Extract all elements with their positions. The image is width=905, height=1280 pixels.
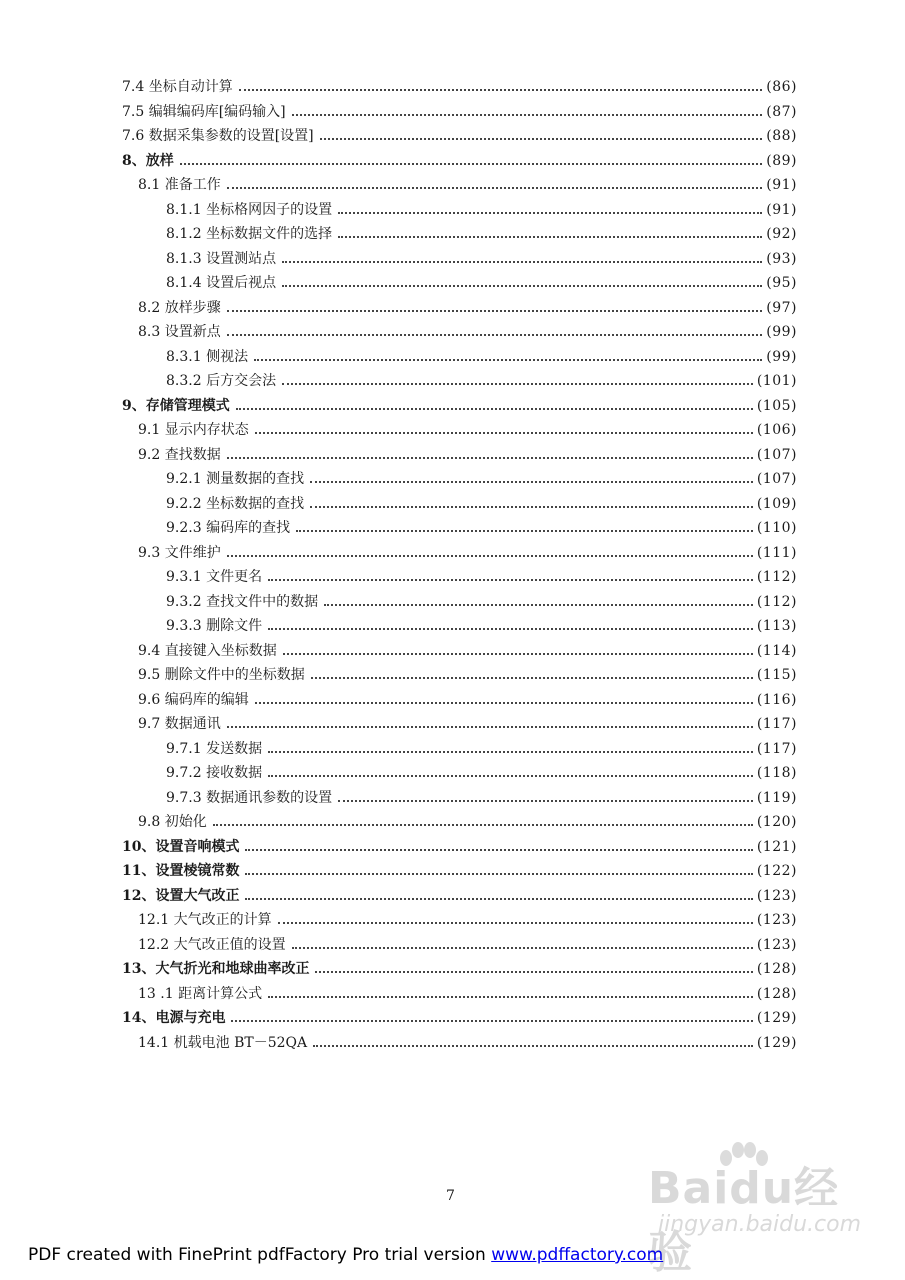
dot-leader <box>268 628 753 630</box>
toc-entry <box>166 464 797 488</box>
toc-entry-page: (123) <box>756 888 797 904</box>
dot-leader <box>292 947 753 949</box>
toc-entry-title: 9.8 初始化 <box>138 814 207 830</box>
toc-entry <box>138 538 797 562</box>
dot-leader <box>310 481 753 483</box>
toc-entry <box>138 170 797 194</box>
toc-entry-page: (97) <box>766 300 797 316</box>
toc-entry-title: 8.1.3 设置测站点 <box>166 251 277 267</box>
toc-entry <box>122 832 797 856</box>
toc-entry-page: (89) <box>766 153 797 169</box>
toc-entry-page: (110) <box>756 520 797 536</box>
toc-entry-title: 9.1 显示内存状态 <box>138 422 249 438</box>
dot-leader <box>236 408 753 410</box>
toc-entry-title: 9.6 编码库的编辑 <box>138 692 249 708</box>
toc-entry <box>166 244 797 268</box>
page-number: 7 <box>446 1188 455 1204</box>
toc-entry <box>138 415 797 439</box>
toc-entry-page: (93) <box>766 251 797 267</box>
dot-leader <box>254 359 762 361</box>
dot-leader <box>268 579 753 581</box>
toc-entry <box>138 660 797 684</box>
toc-entry <box>122 97 797 121</box>
toc-entry-page: (128) <box>756 961 797 977</box>
toc-entry-page: (121) <box>756 839 797 855</box>
dot-leader <box>227 457 753 459</box>
toc-entry <box>122 954 797 978</box>
dot-leader <box>338 212 762 214</box>
toc-entry-page: (118) <box>756 765 797 781</box>
toc-entry <box>122 856 797 880</box>
toc-entry-page: (120) <box>756 814 797 830</box>
dot-leader <box>245 898 752 900</box>
dot-leader <box>282 285 762 287</box>
toc-entry-title: 8.1.1 坐标格网因子的设置 <box>166 202 333 218</box>
toc-entry <box>122 881 797 905</box>
toc-entry <box>166 219 797 243</box>
toc-entry <box>122 72 797 96</box>
toc-entry-page: (117) <box>756 716 797 732</box>
toc-entry-page: (86) <box>766 79 797 95</box>
toc-entry-page: (87) <box>766 104 797 120</box>
toc-entry-page: (128) <box>756 986 797 1002</box>
toc-entry <box>138 709 797 733</box>
toc-entry <box>138 317 797 341</box>
toc-entry <box>166 195 797 219</box>
toc-entry-page: (112) <box>756 594 797 610</box>
dot-leader <box>310 506 753 508</box>
toc-entry-title: 7.5 编辑编码库[编码输入] <box>122 104 286 120</box>
toc-entry-page: (99) <box>766 324 797 340</box>
toc-entry-title: 9.2.1 测量数据的查找 <box>166 471 305 487</box>
toc-entry-title: 8、放样 <box>122 153 174 169</box>
dot-leader <box>292 114 763 116</box>
toc-entry-title: 9.3.2 查找文件中的数据 <box>166 594 319 610</box>
dot-leader <box>313 1045 753 1047</box>
toc-entry-page: (99) <box>766 349 797 365</box>
dot-leader <box>227 334 763 336</box>
toc-entry <box>166 587 797 611</box>
toc-entry-page: (114) <box>756 643 797 659</box>
toc-entry-page: (92) <box>766 226 797 242</box>
toc-entry <box>166 611 797 635</box>
toc-entry-title: 8.3 设置新点 <box>138 324 221 340</box>
dot-leader <box>315 971 752 973</box>
toc-entry-title: 9.3.3 删除文件 <box>166 618 263 634</box>
toc-entry-page: (129) <box>756 1035 797 1051</box>
dot-leader <box>278 922 753 924</box>
toc-entry <box>166 783 797 807</box>
toc-entry-page: (95) <box>766 275 797 291</box>
toc-entry-title: 13、大气折光和地球曲率改正 <box>122 961 310 977</box>
toc-entry-title: 9.7.1 发送数据 <box>166 741 263 757</box>
dot-leader <box>311 677 753 679</box>
dot-leader <box>227 726 753 728</box>
toc-entry-page: (105) <box>756 398 797 414</box>
toc-entry <box>138 685 797 709</box>
watermark-url: jingyan.baidu.com <box>658 1212 862 1237</box>
dot-leader <box>296 530 753 532</box>
toc-entry <box>166 758 797 782</box>
toc-entry-page: (123) <box>756 912 797 928</box>
baidu-jingyan-watermark <box>640 1140 865 1278</box>
toc-entry-title: 7.4 坐标自动计算 <box>122 79 233 95</box>
toc-entry-page: (129) <box>756 1010 797 1026</box>
toc-entry-title: 9.2.2 坐标数据的查找 <box>166 496 305 512</box>
dot-leader <box>213 824 753 826</box>
dot-leader <box>338 236 762 238</box>
dot-leader <box>268 775 753 777</box>
toc-entry <box>138 905 797 929</box>
toc-entry-page: (101) <box>756 373 797 389</box>
dot-leader <box>268 751 753 753</box>
toc-entry-title: 9.3.1 文件更名 <box>166 569 263 585</box>
toc-entry-page: (88) <box>766 128 797 144</box>
footer-link[interactable]: www.pdffactory.com <box>491 1245 664 1265</box>
dot-leader <box>245 873 752 875</box>
toc-entry-title: 8.2 放样步骤 <box>138 300 221 316</box>
toc-entry <box>122 1003 797 1027</box>
toc-entry-title: 12、设置大气改正 <box>122 888 240 904</box>
toc-entry-title: 12.2 大气改正值的设置 <box>138 937 286 953</box>
toc-entry-page: (112) <box>756 569 797 585</box>
toc-entry <box>138 979 797 1003</box>
toc-entry-title: 10、设置音响模式 <box>122 839 240 855</box>
toc-entry-page: (123) <box>756 937 797 953</box>
toc-entry-title: 9.7.2 接收数据 <box>166 765 263 781</box>
dot-leader <box>268 996 753 998</box>
toc-entry-title: 9.2 查找数据 <box>138 447 221 463</box>
toc-entry-title: 12.1 大气改正的计算 <box>138 912 272 928</box>
toc-entry-page: (109) <box>756 496 797 512</box>
toc-entry-page: (117) <box>756 741 797 757</box>
dot-leader <box>227 187 763 189</box>
dot-leader <box>282 261 762 263</box>
dot-leader <box>283 653 753 655</box>
toc-entry <box>138 930 797 954</box>
toc-entry-title: 14.1 机载电池 BT－52QA <box>138 1035 308 1051</box>
toc-entry-title: 14、电源与充电 <box>122 1010 226 1026</box>
pdf-footer <box>28 1245 663 1265</box>
toc-entry-title: 11、设置棱镜常数 <box>122 863 240 879</box>
dot-leader <box>324 604 753 606</box>
toc-entry-page: (91) <box>766 177 797 193</box>
toc-entry <box>122 121 797 145</box>
toc-entry-page: (115) <box>756 667 797 683</box>
toc-entry-page: (111) <box>756 545 797 561</box>
toc-entry <box>166 342 797 366</box>
toc-entry <box>166 366 797 390</box>
dot-leader <box>320 138 763 140</box>
toc-entry <box>138 1028 797 1052</box>
toc-entry <box>138 636 797 660</box>
toc-entry <box>166 489 797 513</box>
toc-entry-page: (113) <box>756 618 797 634</box>
dot-leader <box>255 432 753 434</box>
dot-leader <box>245 849 752 851</box>
toc-entry-page: (116) <box>756 692 797 708</box>
toc-entry-page: (91) <box>766 202 797 218</box>
toc-entry <box>166 562 797 586</box>
watermark-logo: Baidu经验 <box>648 1163 840 1278</box>
toc-entry-title: 8.3.2 后方交会法 <box>166 373 277 389</box>
dot-leader <box>282 383 753 385</box>
toc-entry-page: (107) <box>756 471 797 487</box>
toc-entry-page: (107) <box>756 447 797 463</box>
toc-entry-page: (106) <box>756 422 797 438</box>
toc-entry-title: 9.7 数据通讯 <box>138 716 221 732</box>
toc-entry-title: 7.6 数据采集参数的设置[设置] <box>122 128 314 144</box>
toc-entry-title: 9.5 删除文件中的坐标数据 <box>138 667 305 683</box>
toc-entry <box>166 513 797 537</box>
toc-entry-title: 9、存储管理模式 <box>122 398 230 414</box>
footer-text: PDF created with FinePrint pdfFactory Pro trial version <box>28 1245 492 1265</box>
toc-entry-title: 9.4 直接键入坐标数据 <box>138 643 277 659</box>
toc-entry <box>166 268 797 292</box>
toc-entry-title: 13 .1 距离计算公式 <box>138 986 263 1002</box>
toc-entry <box>138 293 797 317</box>
toc-entry-title: 8.1.4 设置后视点 <box>166 275 277 291</box>
toc-entry-title: 9.3 文件维护 <box>138 545 221 561</box>
dot-leader <box>227 555 753 557</box>
dot-leader <box>239 89 763 91</box>
toc-entry <box>122 391 797 415</box>
toc-entry-title: 8.1 准备工作 <box>138 177 221 193</box>
toc-entry-page: (119) <box>756 790 797 806</box>
dot-leader <box>255 702 753 704</box>
dot-leader <box>227 310 763 312</box>
toc-entry-title: 8.3.1 侧视法 <box>166 349 249 365</box>
toc-entry-title: 9.2.3 编码库的查找 <box>166 520 291 536</box>
toc-entry <box>138 440 797 464</box>
toc-entry-title: 8.1.2 坐标数据文件的选择 <box>166 226 333 242</box>
toc-entry-page: (122) <box>756 863 797 879</box>
toc-entry <box>138 807 797 831</box>
dot-leader <box>338 800 753 802</box>
toc-entry <box>166 734 797 758</box>
dot-leader <box>180 163 763 165</box>
toc-entry <box>122 146 797 170</box>
dot-leader <box>231 1020 752 1022</box>
toc-entry-title: 9.7.3 数据通讯参数的设置 <box>166 790 333 806</box>
